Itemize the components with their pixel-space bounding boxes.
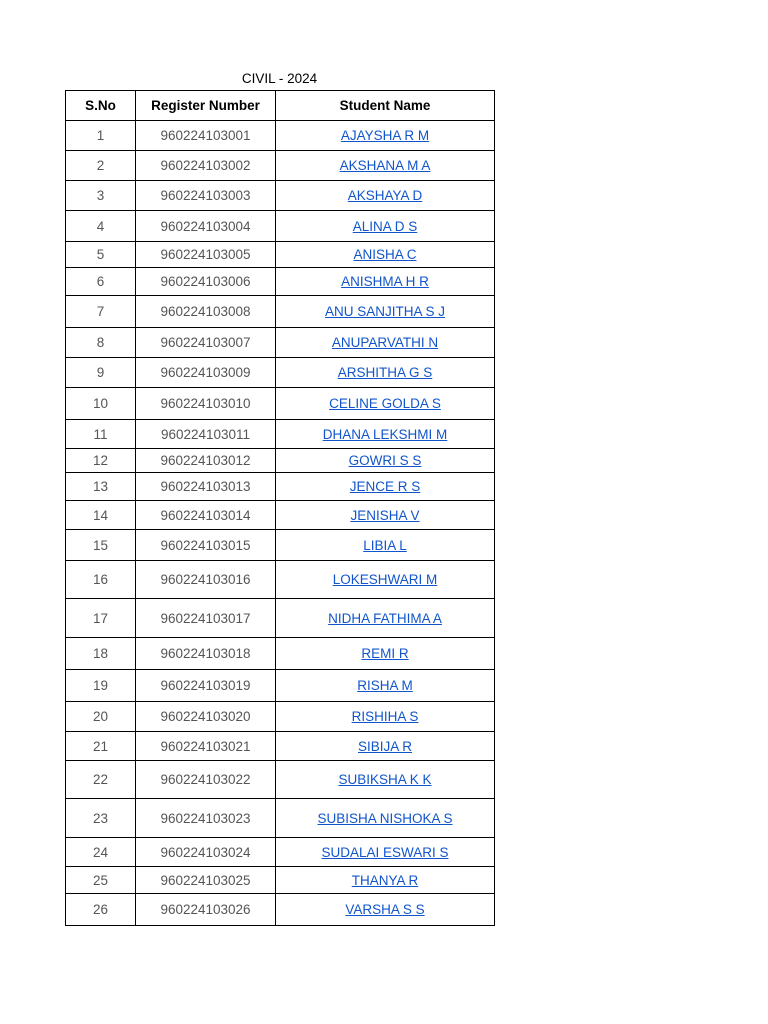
cell-student-name [276,561,495,599]
cell-register-number: 960224103004 [136,211,276,242]
table-row [66,761,495,799]
student-name-link[interactable]: LOKESHWARI M [332,572,438,587]
cell-sno: 15 [66,530,136,561]
student-name-link[interactable]: RISHA M [357,678,413,693]
cell-register-number: 960224103001 [136,121,276,151]
table-row [66,599,495,638]
table-row [66,328,495,358]
table-row [66,530,495,561]
cell-register-number: 960224103005 [136,242,276,268]
cell-register-number: 960224103022 [136,761,276,799]
cell-register-number: 960224103006 [136,268,276,296]
cell-student-name [276,638,495,670]
header-student-name: Student Name [276,91,495,121]
cell-student-name [276,702,495,732]
table-row [66,501,495,530]
table-row [66,211,495,242]
cell-student-name [276,449,495,473]
cell-sno: 16 [66,561,136,599]
cell-sno: 11 [66,420,136,449]
table-row [66,670,495,702]
cell-sno: 12 [66,449,136,473]
student-name-link[interactable]: VARSHA S S [345,902,425,917]
table-row [66,268,495,296]
student-name-link[interactable]: CELINE GOLDA S [329,396,441,411]
cell-sno: 7 [66,296,136,328]
cell-sno: 14 [66,501,136,530]
cell-register-number: 960224103016 [136,561,276,599]
table-row [66,638,495,670]
table-row [66,296,495,328]
cell-student-name [276,151,495,181]
table-row [66,388,495,420]
cell-register-number: 960224103023 [136,799,276,838]
table-row [66,561,495,599]
student-name-link[interactable]: JENISHA V [350,507,420,523]
student-name-link[interactable]: LIBIA L [363,537,407,553]
cell-sno: 2 [66,151,136,181]
table-row [66,473,495,501]
cell-register-number: 960224103026 [136,894,276,926]
cell-sno: 24 [66,838,136,867]
table-row [66,799,495,838]
student-name-link[interactable]: ALINA D S [352,218,418,234]
cell-sno: 23 [66,799,136,838]
cell-student-name [276,388,495,420]
student-name-link[interactable]: JENCE R S [349,479,421,494]
cell-sno: 17 [66,599,136,638]
student-name-link[interactable]: SUDALAI ESWARI S [321,844,449,860]
table-row [66,242,495,268]
cell-register-number: 960224103011 [136,420,276,449]
table-row [66,420,495,449]
cell-register-number: 960224103013 [136,473,276,501]
sheet-title: CIVIL - 2024 [241,71,318,86]
student-name-link[interactable]: ANU SANJITHA S J [324,304,446,319]
cell-student-name [276,799,495,838]
cell-register-number: 960224103018 [136,638,276,670]
table-row [66,702,495,732]
table-row [66,867,495,894]
student-name-link[interactable]: ANISHMA H R [341,274,429,289]
cell-student-name [276,838,495,867]
cell-student-name [276,181,495,211]
cell-student-name [276,867,495,894]
cell-register-number: 960224103021 [136,732,276,761]
cell-student-name [276,670,495,702]
student-name-link[interactable]: DHANA LEKSHMI M [322,426,448,442]
cell-student-name [276,894,495,926]
student-name-link[interactable]: ANISHA C [353,247,417,262]
student-name-link[interactable]: ANUPARVATHI N [331,335,439,350]
cell-student-name [276,599,495,638]
cell-register-number: 960224103019 [136,670,276,702]
cell-register-number: 960224103025 [136,867,276,894]
cell-register-number: 960224103008 [136,296,276,328]
cell-sno: 26 [66,894,136,926]
cell-student-name [276,732,495,761]
cell-student-name [276,296,495,328]
cell-student-name [276,473,495,501]
table-row [66,449,495,473]
cell-sno: 4 [66,211,136,242]
student-name-link[interactable]: ARSHITHA G S [337,365,433,380]
student-name-link[interactable]: SUBISHA NISHOKA S [317,810,453,826]
cell-register-number: 960224103009 [136,358,276,388]
cell-sno: 8 [66,328,136,358]
student-name-link[interactable]: NIDHA FATHIMA A [328,610,442,626]
cell-sno: 1 [66,121,136,151]
student-name-link[interactable]: AKSHANA M A [339,158,431,173]
student-name-link[interactable]: SIBIJA R [357,738,413,754]
student-name-link[interactable]: RISHIHA S [351,709,419,724]
cell-register-number: 960224103020 [136,702,276,732]
cell-sno: 18 [66,638,136,670]
cell-register-number: 960224103017 [136,599,276,638]
student-name-link[interactable]: REMI R [361,646,409,661]
cell-sno: 25 [66,867,136,894]
table-row [66,732,495,761]
cell-student-name [276,501,495,530]
table-row [66,358,495,388]
cell-sno: 19 [66,670,136,702]
student-name-link[interactable]: AKSHAYA D [347,188,423,203]
cell-sno: 21 [66,732,136,761]
student-name-link[interactable]: GOWRI S S [348,453,422,468]
table-row [66,121,495,151]
cell-student-name [276,121,495,151]
cell-sno: 22 [66,761,136,799]
cell-sno: 9 [66,358,136,388]
cell-student-name [276,530,495,561]
cell-student-name [276,211,495,242]
cell-student-name [276,358,495,388]
cell-register-number: 960224103014 [136,501,276,530]
cell-sno: 3 [66,181,136,211]
cell-sno: 20 [66,702,136,732]
cell-register-number: 960224103002 [136,151,276,181]
student-name-link[interactable]: AJAYSHA R M [340,128,430,143]
header-sno: S.No [66,91,136,121]
header-register-number: Register Number [136,91,276,121]
cell-student-name [276,328,495,358]
cell-student-name [276,268,495,296]
cell-sno: 6 [66,268,136,296]
cell-student-name [276,761,495,799]
table-row [66,894,495,926]
table-row [66,151,495,181]
student-name-link[interactable]: THANYA R [351,872,419,888]
cell-register-number: 960224103015 [136,530,276,561]
cell-register-number: 960224103007 [136,328,276,358]
table-row [66,181,495,211]
table-body [66,121,495,926]
table-header-row [66,91,495,121]
cell-register-number: 960224103012 [136,449,276,473]
cell-register-number: 960224103010 [136,388,276,420]
cell-sno: 5 [66,242,136,268]
cell-sno: 10 [66,388,136,420]
cell-student-name [276,420,495,449]
table-row [66,838,495,867]
student-name-link[interactable]: SUBIKSHA K K [338,772,432,787]
cell-student-name [276,242,495,268]
cell-register-number: 960224103003 [136,181,276,211]
cell-sno: 13 [66,473,136,501]
cell-register-number: 960224103024 [136,838,276,867]
student-table [65,90,495,926]
student-list-sheet [65,68,494,926]
